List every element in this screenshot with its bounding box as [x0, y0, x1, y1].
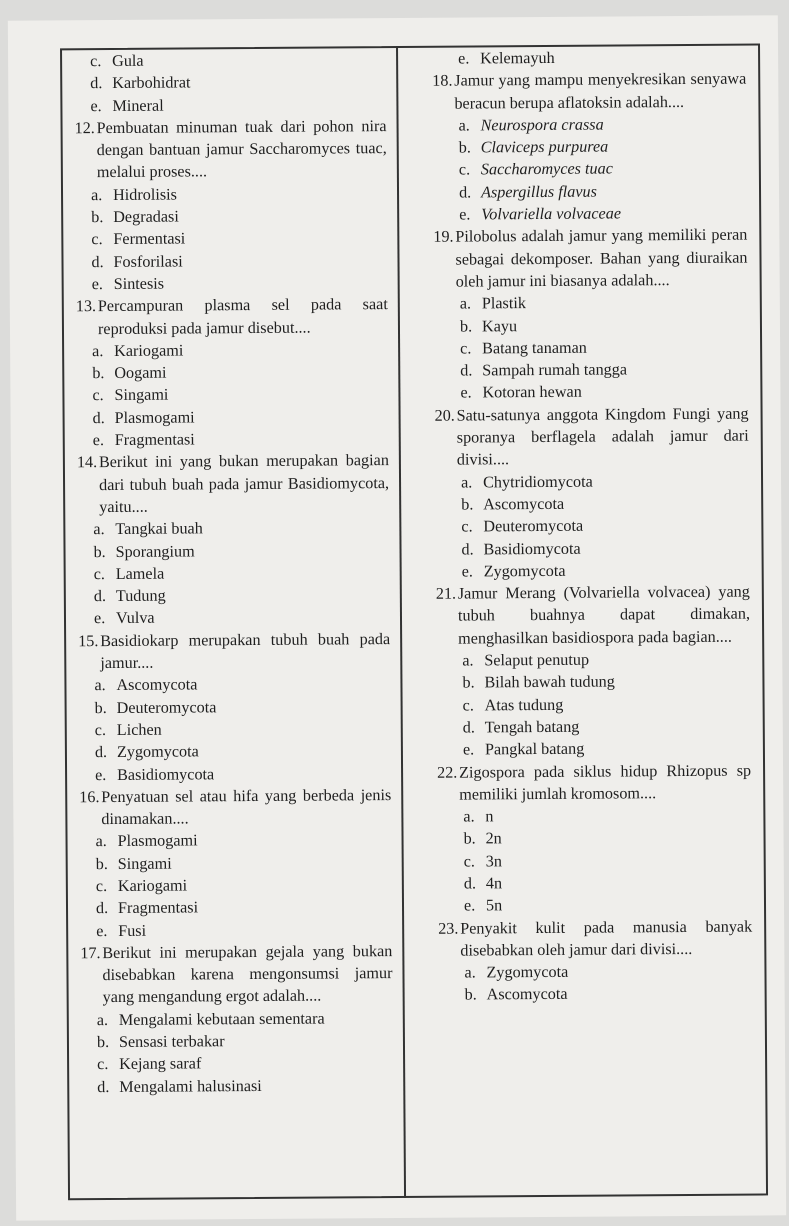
option-text: Batang tanaman — [482, 338, 587, 358]
answer-option — [438, 848, 752, 872]
option-text: Ascomycota — [116, 675, 198, 695]
question-text: Zigospora pada siklus hidup Rhizopus sp memiliki jumlah kromosom.... — [459, 761, 752, 804]
option-text: Fusi — [118, 921, 147, 940]
option-text: Basidiomycota — [483, 539, 581, 558]
answer-option — [432, 46, 746, 70]
answer-option — [78, 672, 390, 696]
question-text: Pembuatan minuman tuak dari pohon nira dengan bantuan jamur Saccharomyces tuac, melalui proses.... — [96, 116, 387, 182]
answer-option — [434, 291, 748, 315]
answer-option — [76, 338, 388, 362]
option-text: 5n — [485, 896, 503, 915]
question-number: 22. — [437, 763, 458, 782]
option-text: Kariogami — [117, 876, 188, 895]
option-letter: a. — [463, 807, 475, 826]
option-letter: c. — [460, 339, 472, 358]
option-letter: d. — [458, 183, 472, 202]
question-number: 21. — [435, 584, 457, 603]
answer-option — [79, 739, 391, 763]
option-text: 3n — [485, 851, 502, 871]
answer-option — [432, 112, 746, 136]
option-letter: e. — [460, 383, 472, 403]
option-letter: a. — [460, 473, 473, 492]
answer-option — [79, 828, 391, 852]
option-text: Singami — [114, 386, 169, 405]
answer-option — [78, 561, 390, 585]
question-text: Jamur yang mampu menyekresikan senyawa beracun berupa aflatoksin adalah.... — [454, 69, 747, 113]
question — [76, 293, 388, 340]
option-letter: a. — [93, 520, 105, 539]
option-letter: c. — [461, 517, 473, 536]
option-text: Plasmogami — [117, 831, 198, 851]
option-text: Kejang saraf — [119, 1054, 202, 1074]
right-column — [432, 46, 753, 1007]
question-text: Basidiokarp merupakan tubuh buah pada jamur.... — [100, 629, 391, 673]
option-text: Zygomycota — [483, 561, 566, 581]
option-text: Tangkai buah — [115, 519, 203, 539]
answer-option — [433, 179, 747, 203]
option-letter: a. — [94, 676, 106, 695]
question — [80, 940, 392, 1009]
option-letter: a. — [458, 116, 470, 135]
option-letter: d. — [93, 587, 107, 606]
option-letter: a. — [462, 651, 474, 670]
answer-option — [78, 583, 390, 607]
option-letter: e. — [461, 562, 473, 581]
exam-sheet — [8, 15, 786, 1220]
answer-option — [79, 695, 391, 719]
option-letter: b. — [94, 698, 107, 717]
answer-option — [81, 1051, 393, 1075]
question-text: Jamur Merang (Volvariella volvacea) yang tubuh buahnya dapat dimakan, menghasilkan basidiospora pada bagian.... — [457, 582, 751, 648]
option-text: Vulva — [115, 609, 155, 628]
option-letter: d. — [90, 74, 103, 93]
option-text: Zygomycota — [486, 962, 569, 982]
option-text: Lamela — [115, 564, 165, 583]
answer-option — [74, 93, 386, 117]
option-letter: a. — [95, 832, 107, 851]
option-letter: b. — [463, 829, 476, 848]
option-text: Fosforilasi — [113, 252, 183, 271]
option-letter: b. — [91, 208, 104, 227]
option-text: Claviceps purpurea — [480, 137, 609, 157]
option-letter: b. — [95, 854, 108, 873]
option-text: Sintesis — [113, 274, 165, 293]
option-letter: c. — [462, 696, 474, 715]
option-text: Kayu — [481, 316, 518, 335]
question-number: 15. — [78, 631, 99, 650]
option-letter: e. — [90, 96, 102, 115]
option-letter: e. — [459, 205, 471, 224]
answer-option — [436, 558, 750, 582]
option-text: Deuteromycota — [483, 516, 584, 536]
option-letter: e. — [96, 921, 108, 940]
option-letter: a. — [464, 963, 476, 982]
question — [79, 784, 391, 831]
option-text: Karbohidrat — [112, 73, 191, 93]
option-text: Fermentasi — [113, 229, 186, 249]
answer-option — [436, 648, 750, 672]
option-text: Mineral — [112, 96, 164, 115]
answer-option — [81, 1007, 393, 1031]
answer-option — [77, 405, 389, 429]
answer-option — [433, 135, 747, 159]
question — [436, 581, 750, 650]
answer-option — [437, 826, 751, 850]
option-letter: b. — [462, 673, 475, 692]
option-letter: b. — [96, 1033, 110, 1052]
question-number: 14. — [76, 453, 98, 472]
answer-option — [437, 737, 751, 761]
option-text: Chytridiomycota — [482, 472, 593, 492]
option-text: Sensasi terbakar — [118, 1032, 225, 1052]
option-letter: d. — [462, 718, 475, 737]
answer-option — [74, 70, 386, 94]
option-text: Bilah bawah tudung — [484, 672, 615, 692]
question-text: Berikut ini yang bukan merupakan bagian dari tubuh buah pada jamur Basidiomycota, yaitu.... — [98, 451, 390, 517]
option-letter: d. — [97, 1077, 110, 1096]
option-letter: c. — [97, 1055, 109, 1074]
option-text: Deuteromycota — [116, 697, 217, 717]
option-letter: d. — [461, 539, 474, 559]
question-number: 13. — [75, 297, 97, 316]
answer-option — [76, 360, 388, 384]
option-letter: d. — [463, 874, 477, 893]
answer-option — [434, 380, 748, 404]
question-text: Berikut ini merupakan gejala yang bukan disebabkan karena mengonsumsi jamur yang mengandung ergot adalah.... — [102, 941, 393, 1007]
question-number: 23. — [438, 919, 459, 938]
answer-option — [435, 491, 749, 515]
answer-option — [433, 202, 747, 226]
option-letter: e. — [462, 740, 475, 759]
option-letter: b. — [92, 364, 105, 383]
option-text: Hidrolisis — [112, 185, 177, 204]
answer-option — [77, 539, 389, 563]
answer-option — [79, 717, 391, 741]
answer-option — [435, 469, 749, 493]
option-letter: a. — [92, 341, 104, 360]
answer-option — [76, 271, 388, 295]
option-text: Gula — [112, 51, 144, 70]
answer-option — [438, 960, 752, 984]
answer-option — [77, 427, 389, 451]
question-number: 18. — [432, 71, 453, 91]
option-text: Sampah rumah tangga — [482, 360, 628, 380]
option-text: Basidiomycota — [117, 764, 215, 784]
option-text: Degradasi — [113, 207, 179, 227]
option-letter: a. — [90, 185, 103, 204]
question — [432, 68, 746, 115]
answer-option — [434, 358, 748, 382]
answer-option — [435, 514, 749, 538]
option-text: Lichen — [116, 720, 162, 739]
option-letter: e. — [95, 765, 107, 784]
option-letter: c. — [95, 877, 108, 896]
option-text: Tudung — [115, 586, 166, 606]
option-letter: c. — [91, 230, 103, 249]
answer-option — [438, 893, 752, 917]
question-number: 20. — [434, 406, 455, 425]
option-text: n — [485, 807, 494, 826]
answer-option — [433, 157, 747, 181]
option-letter: c. — [458, 160, 471, 180]
option-text: Plastik — [481, 294, 526, 313]
answer-option — [80, 851, 392, 875]
option-text: Fragmentasi — [114, 430, 195, 450]
option-letter: c. — [92, 386, 104, 405]
option-letter: d. — [94, 743, 108, 762]
question — [438, 915, 752, 962]
question-text: Penyatuan sel atau hifa yang berbeda jenis dinamakan.... — [101, 785, 392, 829]
option-text: Ascomycota — [483, 494, 565, 514]
option-letter: e. — [91, 275, 103, 294]
option-letter: c. — [90, 52, 102, 71]
answer-option — [74, 48, 386, 72]
option-text: Ascomycota — [486, 985, 568, 1004]
option-letter: b. — [464, 985, 477, 1005]
answer-option — [80, 895, 392, 919]
option-text: Fragmentasi — [117, 898, 199, 918]
option-letter: a. — [459, 294, 472, 313]
question-text: Pilobolus adalah jamur yang memiliki peran sebagai dekomposer. Bahan yang diuraikan oleh jamur ini biasanya adalah.... — [455, 225, 748, 291]
option-letter: e. — [93, 609, 106, 628]
option-text: Kotoran hewan — [482, 383, 582, 402]
option-text: Zygomycota — [116, 742, 199, 762]
answer-option — [79, 762, 391, 786]
option-text: Mengalami halusinasi — [119, 1076, 262, 1096]
question — [437, 759, 751, 806]
option-letter: e. — [458, 49, 470, 68]
option-letter: e. — [463, 896, 476, 915]
option-text: Mengalami kebutaan sementara — [118, 1009, 325, 1029]
answer-option — [76, 383, 388, 407]
answer-option — [80, 918, 392, 942]
option-text: Tengah batang — [484, 717, 580, 737]
answer-option — [434, 313, 748, 337]
answer-option — [435, 536, 749, 560]
option-text: Volvariella volvaceae — [481, 204, 622, 224]
option-letter: c. — [94, 720, 107, 740]
option-text: Neurospora crassa — [480, 115, 604, 135]
option-text: Kelemayuh — [480, 48, 555, 68]
question — [78, 628, 390, 675]
question — [74, 115, 386, 184]
option-letter: b. — [459, 317, 473, 336]
answer-option — [78, 605, 390, 629]
option-text: Aspergillus flavus — [480, 182, 597, 202]
question-text: Penyakit kulit pada manusia banyak disebabkan oleh jamur dari divisi.... — [460, 917, 753, 960]
left-column — [74, 48, 393, 1098]
option-letter: e. — [92, 431, 105, 450]
answer-option — [439, 982, 753, 1006]
option-letter: d. — [92, 408, 105, 427]
question — [77, 449, 389, 518]
option-letter: d. — [460, 361, 473, 380]
question-number: 17. — [80, 943, 101, 963]
option-letter: c. — [463, 852, 475, 871]
option-text: Pangkal batang — [484, 739, 585, 759]
answer-option — [81, 1074, 393, 1098]
option-text: Kariogami — [114, 341, 184, 360]
question-number: 19. — [433, 227, 454, 247]
answer-option — [437, 804, 751, 828]
option-letter: a. — [96, 1010, 109, 1029]
answer-option — [75, 226, 387, 250]
option-letter: b. — [93, 542, 106, 561]
option-text: 2n — [485, 829, 502, 848]
option-text: Plasmogami — [114, 408, 195, 427]
question-text: Satu-satunya anggota Kingdom Fungi yang sporanya berflagela adalah jamur dari divisi.... — [456, 404, 749, 469]
answer-option — [80, 873, 392, 897]
answer-option — [81, 1029, 393, 1053]
option-letter: c. — [93, 564, 105, 583]
answer-option — [75, 182, 387, 206]
option-text: Oogami — [114, 363, 167, 383]
option-letter: d. — [91, 252, 104, 271]
option-text: Singami — [117, 854, 172, 873]
option-text: Sporangium — [115, 541, 195, 561]
question-text: Percampuran plasma sel pada saat reproduksi pada jamur disebut.... — [97, 295, 388, 338]
answer-option — [434, 335, 748, 359]
answer-option — [438, 871, 752, 895]
option-text: Selaput penutup — [484, 650, 590, 670]
option-letter: b. — [461, 495, 474, 514]
answer-option — [75, 204, 387, 228]
option-letter: d. — [95, 899, 109, 918]
question — [435, 402, 749, 471]
answer-option — [437, 692, 751, 716]
question-number: 16. — [79, 787, 100, 807]
option-letter: b. — [458, 138, 471, 157]
option-text: Saccharomyces tuac — [480, 159, 613, 179]
answer-option — [437, 714, 751, 738]
question — [433, 224, 747, 293]
answer-option — [436, 670, 750, 694]
answer-option — [77, 516, 389, 540]
option-text: 4n — [485, 874, 503, 893]
question-number: 12. — [74, 118, 95, 138]
option-text: Atas tudung — [484, 695, 564, 714]
answer-option — [75, 249, 387, 273]
